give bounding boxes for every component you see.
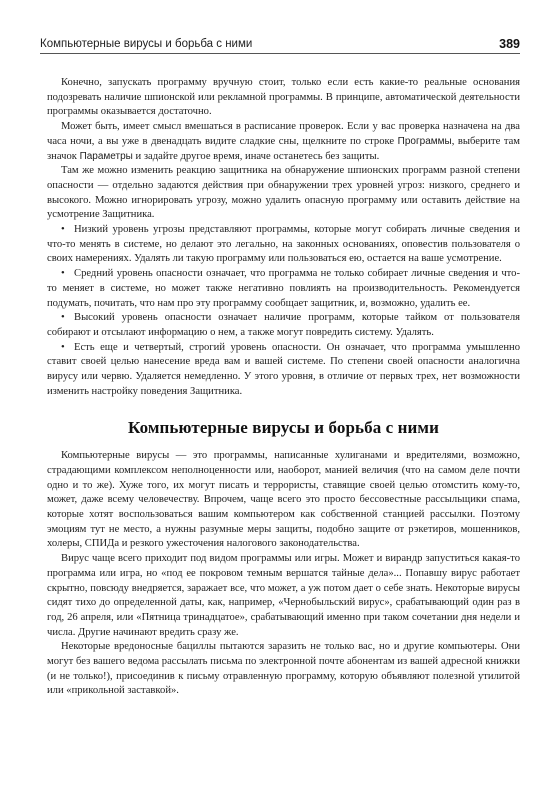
list-item-text: Есть еще и четвертый, строгий уровень опасности. Он означает, что программа умышленно ставит своей целью нанесение вреда вам и вашей системе. По степени своей опасности аналогична вирусу или червю. Удаляется немедленно. У этого уровня, в отличие от первых трех, нет возможности изменить настройку поведения Защитника. [47,341,520,397]
list-item-text: Низкий уровень угрозы представляют программы, которые могут собирать личные сведения и что-то менять в системе, но делают это легально, на законных основаниях, оповестив пользователя о своих намерениях. Удалять ли такую программу или пользоваться ею, остается на ваше усмотрение. [47,224,520,265]
ui-term-programs: Программы [397,135,452,147]
list-item [47,223,520,267]
paragraph: Конечно, запускать программу вручную стоит, только если есть какие-то реальные основания подозревать наличие шпионской или рекламной программы. В принципе, автоматической деятельности программы оказывается достаточно. [47,77,520,118]
list-item-text: Средний уровень опасности означает, что программа не только собирает личные сведения и что-то меняет в системе, но может также негативно повлиять на производительность. Рекомендуется подумать, почитать, что нам про эту программу сообщает защитник, и, возможно, удалить ее. [47,268,520,309]
page-body [47,76,520,699]
paragraph: Вирус чаще всего приходит под видом программы или игры. Может и вирандр запуститься какая-то программа или игра, но «под ее покровом темным вершатся тайные дела»... Попавшу вирус работает скрытно, повсюду внедряется, заражает все, что может, а уж потом дает о себе знать. Некоторые вирусы сидят тихо до определенной даты, как, например, «Чернобыльский вирус», срабатывающий один раз в год, 26 апреля, или «Пятница тринадцатое», срабатывающий именно при таком сочетании дня недели и числа. Другие начинают вредить сразу же. [47,553,520,638]
bullet-dot: • [61,224,65,236]
page-number: 389 [499,37,520,51]
bullet-dot: • [61,312,65,324]
paragraph: Некоторые вредоносные бациллы пытаются заразить не только вас, но и другие компьютеры. Они могут без вашего ведома рассылать письма по электронной почте абонентам из вашей адресной книжки (и не только!), присоединив к письму отравленную программу, которую объявляют полезной утилитой или «прикольной заставкой». [47,641,520,697]
paragraph-text: , выберите там значок [47,135,520,162]
list-item [47,267,520,311]
list-item [47,341,520,400]
paragraph-text: и задайте другое время, иначе останетесь без защиты. [132,150,380,162]
ui-term-parameters: Параметры [79,150,133,162]
paragraph: Компьютерные вирусы — это программы, написанные хулиганами и вредителями, возможно, страдающими комплексом неполноценности или, наоборот, манией величия (что на самом деле почти одно и то же). Хуже того, их могут писать и террористы, ставящие своей целью отомстить кому-то, может, даже всему человечеству. Впрочем, чаще всего это просто бессовестные рассыльщики спама, которые хотят воспользоваться вашим компьютером как собственной станцией рассылки. Поэтому эмоциям тут не место, а нужны разумные меры защиты, подобно защите от рэкетиров, мошенников, холеры, СПИДа и резкого ужесточения налогового законодательства. [47,450,520,550]
paragraph [47,120,520,164]
paragraph-text: Может быть, имеет смысл вмешаться в расписание проверок. Если у вас проверка назначена на два часа ночи, а вы уже в двенадцать видите сладкие сны, щелкните по строке [47,121,520,147]
running-title: Компьютерные вирусы и борьба с ними [40,38,253,50]
list-item [47,311,520,340]
bullet-dot: • [61,268,65,280]
paragraph: Там же можно изменить реакцию защитника на обнаружение шпионских программ разной степени опасности — отдельно задаются действия при обнаружении трех уровней угроз: низкого, среднего и высокого. Можно игнорировать угрозу, можно удалить опасную программу или оставить действие на усмотрение Защитника. [47,165,520,221]
list-item-text: Высокий уровень опасности означает наличие программ, которые тайком от пользователя собирают и отсылают информацию о нем, а также могут повредить систему. Удалять. [47,312,520,338]
bullet-dot: • [61,341,65,353]
section-heading: Компьютерные вирусы и борьба с ними [127,418,440,438]
running-header [40,33,520,54]
